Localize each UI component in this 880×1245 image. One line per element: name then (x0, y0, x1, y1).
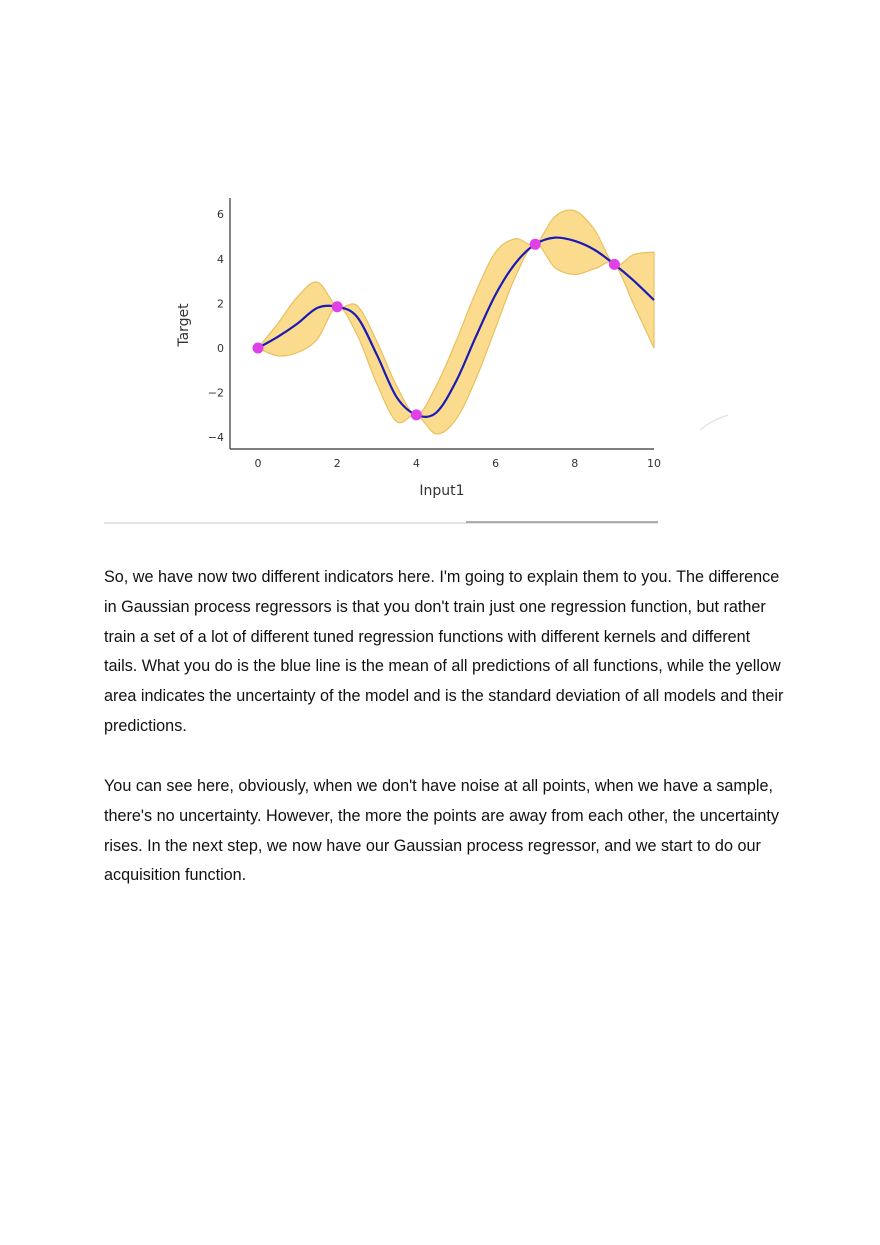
x-tick-label: 2 (333, 457, 341, 470)
y-tick-label: −4 (207, 431, 224, 445)
y-axis-label: Target (176, 303, 192, 347)
paragraph-indicators (104, 563, 784, 742)
sample-point (253, 343, 264, 354)
sample-point (530, 239, 541, 250)
x-tick-label: 10 (647, 457, 661, 470)
sample-point (609, 259, 620, 270)
x-tick-label: 4 (412, 457, 420, 470)
paragraph-text: You can see here, obviously, when we don't have noise at all points, when we have a sample, there's no uncertainty. However, the more the points are away from each other, the uncertainty rises. In the next step, we now have our Gaussian process regressor, and we start to do our acquisition function. (104, 777, 779, 885)
sample-point (411, 409, 422, 420)
sample-point (332, 301, 343, 312)
scan-artifact (700, 415, 728, 430)
y-tick-label: −2 (207, 386, 224, 400)
x-tick-label: 8 (571, 457, 579, 470)
uncertainty-band-layer (258, 210, 654, 434)
x-tick-label: 0 (254, 457, 262, 470)
y-tick-label: 6 (217, 208, 224, 222)
paragraph-uncertainty (104, 772, 784, 891)
y-tick-label: 0 (217, 342, 224, 355)
x-ticks (255, 457, 662, 470)
y-ticks (208, 208, 224, 444)
gp-chart (0, 0, 880, 540)
y-tick-label: 4 (217, 252, 224, 266)
x-axis-label: Input1 (419, 483, 465, 499)
y-tick-label: 2 (217, 297, 224, 311)
x-tick-label: 6 (492, 457, 500, 470)
gaussian-process-figure (0, 0, 880, 540)
paragraph-text: So, we have now two different indicators here. I'm going to explain them to you. The difference in Gaussian process regressors is that you don't train just one regression function, but rather train a set of a lot of different tuned regression functions with different kernels and different tails. What you do is the blue line is the mean of all predictions of all functions, while the yellow area indicates the uncertainty of the model and is the standard deviation of all models and their predictions. (104, 568, 784, 735)
uncertainty-band (258, 210, 654, 434)
